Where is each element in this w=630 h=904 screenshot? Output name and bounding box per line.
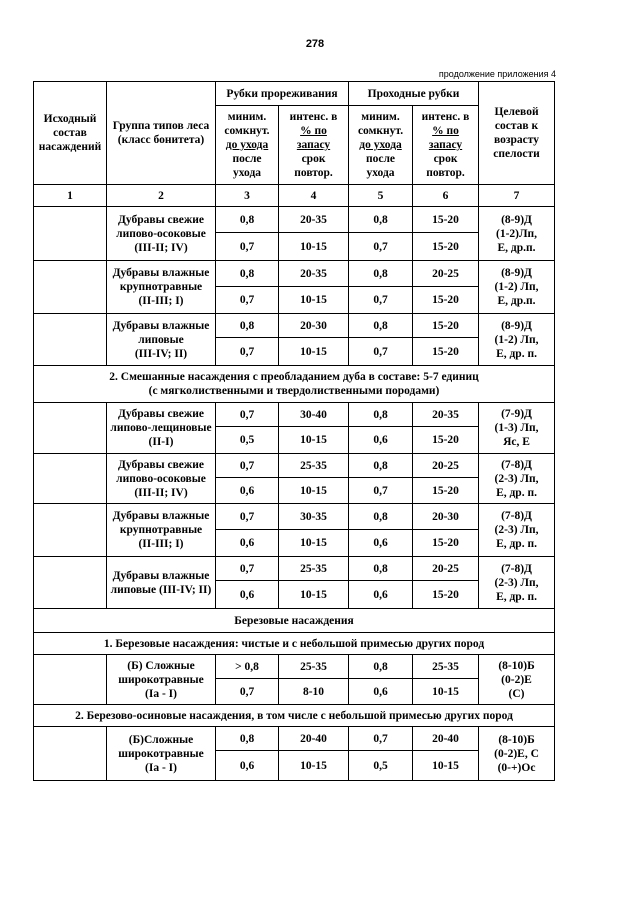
target-composition-cell xyxy=(479,557,555,609)
initial-composition-cell xyxy=(34,557,107,609)
forest-type-cell xyxy=(107,504,216,557)
target-line: Е, др. п. xyxy=(496,486,537,499)
section-row xyxy=(34,609,555,633)
target-line: (8-10)Б xyxy=(498,733,535,746)
target-line: (1-3) Лп, xyxy=(494,422,539,434)
value-cell: 0,7 xyxy=(349,287,413,314)
initial-composition-cell xyxy=(34,403,107,454)
initial-composition-cell xyxy=(34,454,107,504)
value-cell: 20-40 xyxy=(413,727,479,751)
header-line: запасу xyxy=(296,139,331,151)
header-line: интенс. в xyxy=(289,111,338,123)
target-line: Е, др.п. xyxy=(497,295,536,307)
target-line: (8-10)Б xyxy=(498,659,535,672)
column-number: 5 xyxy=(349,185,413,207)
value-cell: 0,6 xyxy=(349,427,413,454)
value-cell: 0,8 xyxy=(349,504,413,530)
column-number: 2 xyxy=(107,185,216,207)
value-cell: 0,8 xyxy=(349,655,413,679)
target-line: (7-9)Д xyxy=(501,408,532,420)
value-cell: 0,6 xyxy=(216,751,279,781)
value-cell: 0,7 xyxy=(349,233,413,261)
forest-type-line: крупнотравные xyxy=(119,281,203,293)
forest-type-line: Дубравы влажные xyxy=(112,267,210,279)
value-cell: 0,7 xyxy=(216,679,279,705)
target-line: (С) xyxy=(508,687,525,700)
forest-type-line: липовые (III-IV; II) xyxy=(110,583,212,596)
forest-type-line: (III-IV; II) xyxy=(134,347,188,360)
forest-type-line: широкотравные xyxy=(118,673,204,686)
table-row xyxy=(34,207,555,233)
forest-type-line: (III-II; IV) xyxy=(134,486,188,499)
target-composition-cell xyxy=(479,314,555,366)
header-line: повтор. xyxy=(294,167,333,179)
value-cell: 10-15 xyxy=(413,679,479,705)
forest-type-cell xyxy=(107,207,216,261)
value-cell: 15-20 xyxy=(413,427,479,454)
value-cell: 0,8 xyxy=(349,314,413,338)
forest-type-cell xyxy=(107,403,216,454)
value-cell: 8-10 xyxy=(279,679,349,705)
value-cell: 20-30 xyxy=(279,314,349,338)
value-cell: 0,8 xyxy=(349,454,413,478)
header-line: повтор. xyxy=(426,167,465,179)
section-row xyxy=(34,633,555,655)
header-line: до ухода xyxy=(225,139,269,151)
value-cell: 25-35 xyxy=(413,655,479,679)
value-cell: 0,8 xyxy=(349,207,413,233)
target-line: (2-3) Лп, xyxy=(494,472,539,485)
target-line: (2-3) Лп, xyxy=(494,524,539,536)
value-cell: 0,5 xyxy=(349,751,413,781)
section-row xyxy=(34,705,555,727)
target-line: Е, др. п. xyxy=(496,590,537,603)
table-row xyxy=(34,557,555,581)
target-composition-cell xyxy=(479,261,555,314)
header-line: % по xyxy=(300,125,327,137)
target-line: (1-2) Лп, xyxy=(494,281,539,293)
initial-composition-cell xyxy=(34,504,107,557)
section-heading-birch: Березовые насаждения xyxy=(34,609,555,633)
value-cell: 20-35 xyxy=(279,261,349,287)
target-line: (0-2)Е, С xyxy=(494,747,539,760)
forest-type-line: (Б)Сложные xyxy=(128,733,194,746)
value-cell: > 0,8 xyxy=(216,655,279,679)
header-line: сомкнут. xyxy=(357,125,404,137)
initial-composition-cell xyxy=(34,261,107,314)
value-cell: 0,6 xyxy=(216,581,279,609)
section-heading-birch-aspen: 2. Березово-осиновые насаждения, в том числе с небольшой примесью других пород xyxy=(34,705,555,727)
value-cell: 30-40 xyxy=(279,403,349,427)
value-cell: 0,7 xyxy=(216,504,279,530)
header-passing-cuts: Проходные рубки xyxy=(349,82,479,106)
header-thinning: Рубки прореживания xyxy=(216,82,349,106)
target-composition-cell xyxy=(479,454,555,504)
header-intensity xyxy=(279,106,349,185)
target-composition-cell xyxy=(479,655,555,705)
value-cell: 0,8 xyxy=(216,261,279,287)
value-cell: 10-15 xyxy=(279,338,349,366)
value-cell: 0,7 xyxy=(349,338,413,366)
forest-type-line: (II-III; I) xyxy=(138,538,184,550)
value-cell: 25-35 xyxy=(279,454,349,478)
value-cell: 10-15 xyxy=(279,530,349,557)
forest-type-line: (Iа - I) xyxy=(145,761,177,774)
value-cell: 30-35 xyxy=(279,504,349,530)
header-line: сомкнут. xyxy=(224,125,270,137)
value-cell: 0,7 xyxy=(216,403,279,427)
forest-type-line: (II-III; I) xyxy=(138,295,184,307)
forest-type-cell xyxy=(107,655,216,705)
header-min-density xyxy=(349,106,413,185)
section-heading-pure-birch: 1. Березовые насаждения: чистые и с небольшой примесью других пород xyxy=(34,633,555,655)
target-line: (7-8)Д xyxy=(501,458,532,471)
value-cell: 10-15 xyxy=(279,581,349,609)
value-cell: 20-25 xyxy=(413,454,479,478)
value-cell: 0,7 xyxy=(216,454,279,478)
target-line: (8-9)Д xyxy=(501,213,532,226)
column-number-row xyxy=(34,185,555,207)
value-cell: 0,6 xyxy=(216,478,279,504)
target-line: (1-2) Лп, xyxy=(494,333,539,346)
value-cell: 20-35 xyxy=(413,403,479,427)
forest-type-line: липово-осоковые xyxy=(116,472,206,485)
header-line: ухода xyxy=(232,167,262,179)
value-cell: 0,6 xyxy=(216,530,279,557)
column-number: 7 xyxy=(479,185,555,207)
target-line: Е, др. п. xyxy=(496,347,537,360)
value-cell: 0,7 xyxy=(349,478,413,504)
forest-type-line: (II-I) xyxy=(148,436,174,448)
section-line: 2. Смешанные насаждения с преобладанием дуба в составе: 5-7 единиц xyxy=(109,371,479,383)
value-cell: 20-40 xyxy=(279,727,349,751)
section-row xyxy=(34,366,555,403)
column-number: 1 xyxy=(34,185,107,207)
header-line: запасу xyxy=(428,139,463,151)
header-line: срок xyxy=(433,153,458,165)
forest-type-line: Дубравы влажные xyxy=(112,319,210,332)
value-cell: 0,8 xyxy=(216,727,279,751)
value-cell: 0,8 xyxy=(349,403,413,427)
header-initial-composition: Исходный состав насаждений xyxy=(34,82,107,185)
header-line: после xyxy=(365,153,396,165)
target-line: (7-8)Д xyxy=(501,510,532,522)
forest-type-line: (Б) Сложные xyxy=(127,659,195,672)
forest-type-line: липово-лещиновые xyxy=(110,422,212,434)
value-cell: 0,7 xyxy=(216,557,279,581)
value-cell: 0,7 xyxy=(216,233,279,261)
table-row xyxy=(34,454,555,478)
table-row xyxy=(34,504,555,530)
header-row xyxy=(34,82,555,106)
value-cell: 0,6 xyxy=(349,530,413,557)
target-line: Е, др.п. xyxy=(497,241,536,254)
value-cell: 25-35 xyxy=(279,655,349,679)
forest-type-line: Дубравы свежие xyxy=(118,458,204,471)
forest-type-line: липово-осоковые xyxy=(116,227,206,240)
table-row xyxy=(34,727,555,751)
forest-care-table xyxy=(33,81,555,781)
value-cell: 20-25 xyxy=(413,261,479,287)
value-cell: 0,8 xyxy=(216,314,279,338)
value-cell: 15-20 xyxy=(413,478,479,504)
value-cell: 0,8 xyxy=(349,557,413,581)
value-cell: 10-15 xyxy=(279,478,349,504)
header-line: миним. xyxy=(227,111,267,123)
forest-type-line: Дубравы свежие xyxy=(118,213,204,226)
value-cell: 15-20 xyxy=(413,233,479,261)
initial-composition-cell xyxy=(34,314,107,366)
forest-type-cell xyxy=(107,727,216,781)
value-cell: 10-15 xyxy=(279,427,349,454)
target-composition-cell xyxy=(479,727,555,781)
value-cell: 0,6 xyxy=(349,581,413,609)
value-cell: 15-20 xyxy=(413,530,479,557)
forest-type-line: Дубравы свежие xyxy=(118,408,204,420)
target-line: (7-8)Д xyxy=(501,562,532,575)
target-line: Яс, Е xyxy=(503,436,530,448)
forest-type-line: липовые xyxy=(138,333,184,346)
value-cell: 10-15 xyxy=(279,287,349,314)
initial-composition-cell xyxy=(34,727,107,781)
column-number: 4 xyxy=(279,185,349,207)
forest-type-cell xyxy=(107,454,216,504)
section-heading-mixed-oak xyxy=(34,366,555,403)
header-forest-type-group: Группа типов леса (класс бонитета) xyxy=(107,82,216,185)
value-cell: 0,5 xyxy=(216,427,279,454)
forest-type-line: широкотравные xyxy=(118,747,204,760)
table-row xyxy=(34,314,555,338)
value-cell: 0,7 xyxy=(349,727,413,751)
page-number: 278 xyxy=(305,38,325,50)
header-line: после xyxy=(232,153,262,165)
forest-type-cell xyxy=(107,557,216,609)
value-cell: 15-20 xyxy=(413,207,479,233)
value-cell: 20-30 xyxy=(413,504,479,530)
target-line: (8-9)Д xyxy=(501,267,532,279)
value-cell: 15-20 xyxy=(413,314,479,338)
table-row xyxy=(34,261,555,287)
target-line: (0-2)Е xyxy=(501,673,532,686)
forest-type-cell xyxy=(107,261,216,314)
value-cell: 10-15 xyxy=(413,751,479,781)
initial-composition-cell xyxy=(34,207,107,261)
header-min-density xyxy=(216,106,279,185)
target-line: (8-9)Д xyxy=(501,319,532,332)
value-cell: 20-25 xyxy=(413,557,479,581)
value-cell: 20-35 xyxy=(279,207,349,233)
value-cell: 0,7 xyxy=(216,338,279,366)
header-intensity xyxy=(413,106,479,185)
header-line: ухода xyxy=(366,167,395,179)
continuation-note: продолжение приложения 4 xyxy=(438,69,556,79)
column-number: 6 xyxy=(413,185,479,207)
forest-type-line: крупнотравные xyxy=(119,524,203,536)
target-composition-cell xyxy=(479,207,555,261)
target-line: (0-+)Ос xyxy=(497,761,536,774)
header-line: срок xyxy=(301,153,326,165)
section-line: (с мягколиственными и твердолиственными породами) xyxy=(148,385,440,397)
value-cell: 0,7 xyxy=(216,287,279,314)
header-line: миним. xyxy=(361,111,400,123)
table-row xyxy=(34,403,555,427)
value-cell: 0,8 xyxy=(216,207,279,233)
target-line: (2-3) Лп, xyxy=(494,576,539,589)
table-row xyxy=(34,655,555,679)
header-line: до ухода xyxy=(359,139,402,151)
value-cell: 15-20 xyxy=(413,287,479,314)
header-line: интенс. в xyxy=(421,111,470,123)
value-cell: 15-20 xyxy=(413,581,479,609)
forest-type-line: (Iа - I) xyxy=(145,687,177,700)
value-cell: 15-20 xyxy=(413,338,479,366)
value-cell: 10-15 xyxy=(279,233,349,261)
target-composition-cell xyxy=(479,403,555,454)
value-cell: 10-15 xyxy=(279,751,349,781)
header-line: % по xyxy=(432,125,459,137)
forest-type-line: Дубравы влажные xyxy=(112,569,210,582)
forest-type-cell xyxy=(107,314,216,366)
value-cell: 25-35 xyxy=(279,557,349,581)
initial-composition-cell xyxy=(34,655,107,705)
header-target-composition: Целевой состав к возрасту спелости xyxy=(479,82,555,185)
target-line: Е, др. п. xyxy=(496,538,537,550)
forest-type-line: Дубравы влажные xyxy=(112,510,210,522)
forest-type-line: (III-II; IV) xyxy=(134,241,188,254)
column-number: 3 xyxy=(216,185,279,207)
target-line: (1-2)Лп, xyxy=(495,227,538,240)
target-composition-cell xyxy=(479,504,555,557)
value-cell: 0,8 xyxy=(349,261,413,287)
value-cell: 0,6 xyxy=(349,679,413,705)
